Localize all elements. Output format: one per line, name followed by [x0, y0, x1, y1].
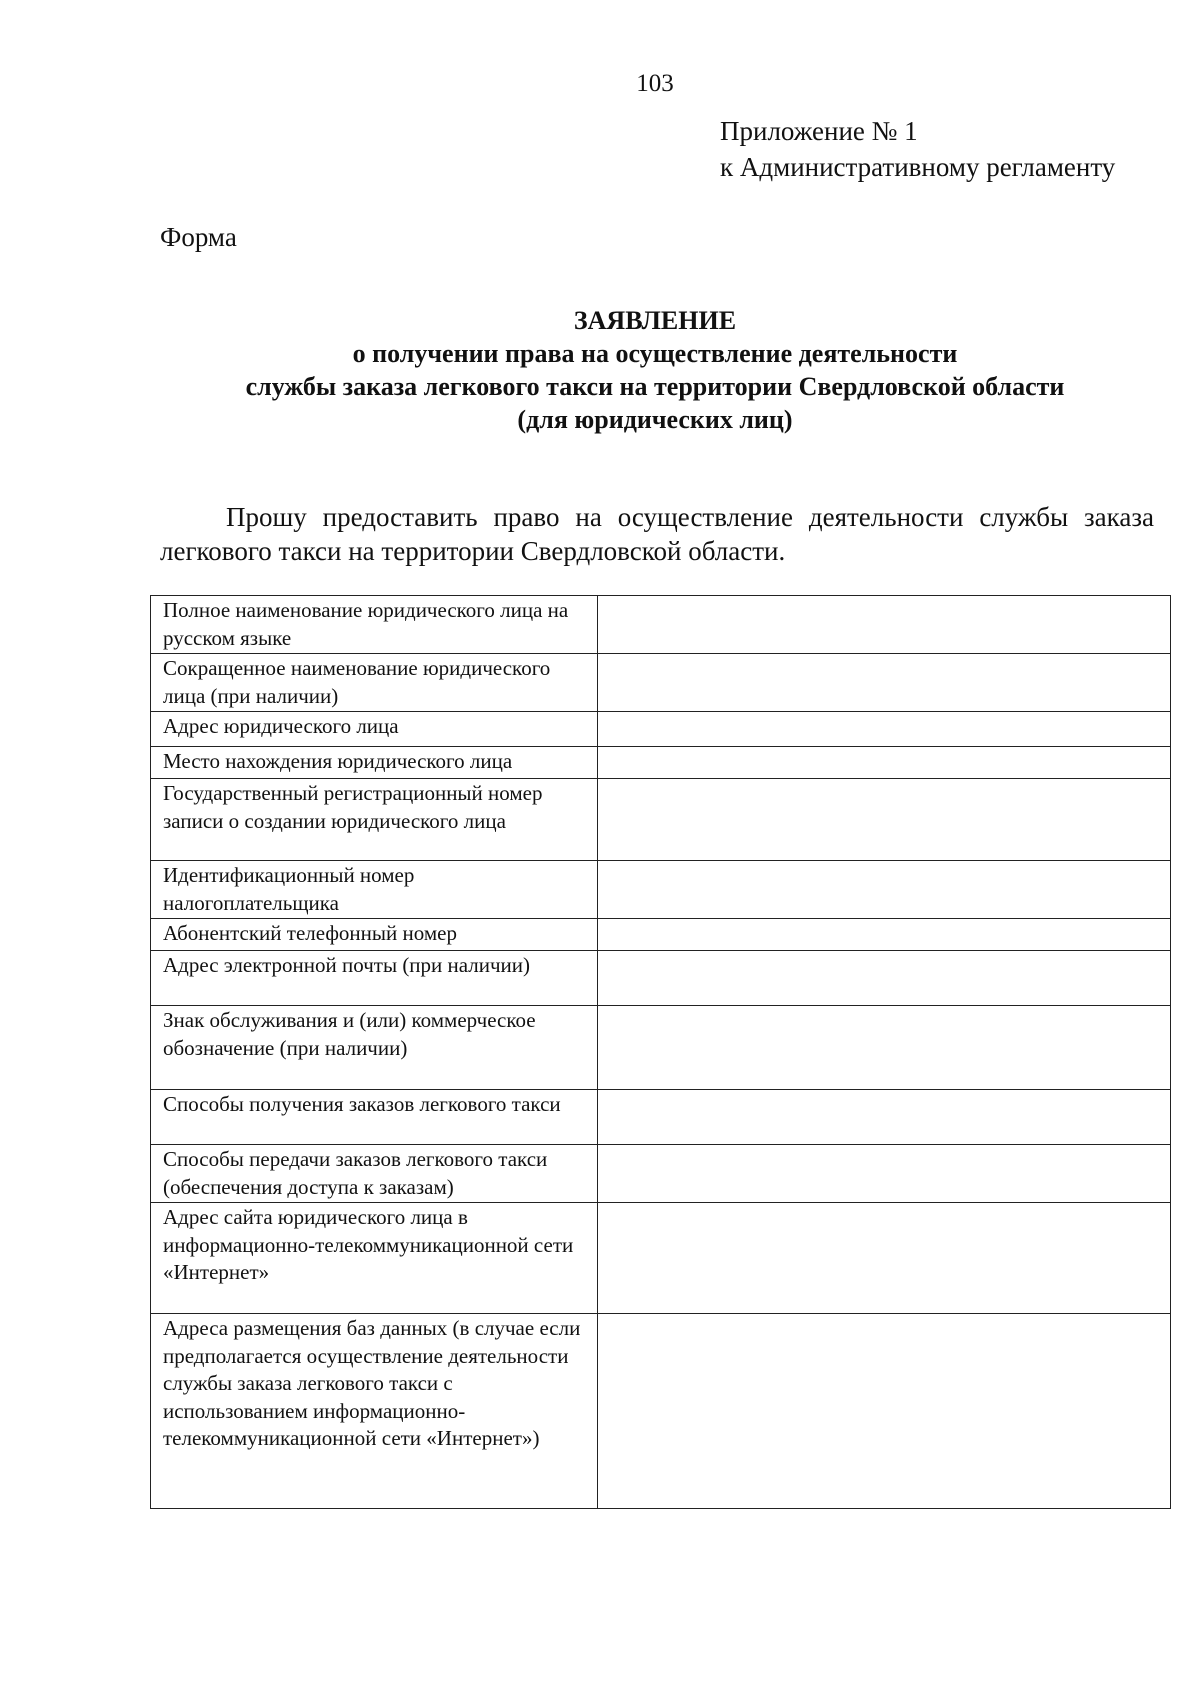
row-value-field[interactable] [598, 712, 1171, 747]
title-heading: ЗАЯВЛЕНИЕ [573, 306, 737, 335]
appendix-line-1: Приложение № 1 [720, 116, 918, 146]
row-value-field[interactable] [598, 654, 1171, 712]
page-number: 103 [636, 70, 674, 97]
row-label: Идентификационный номер налогоплательщика [151, 861, 598, 919]
row-value-field[interactable] [598, 919, 1171, 951]
row-label: Сокращенное наименование юридического лица (при наличии) [151, 654, 598, 712]
row-label: Адрес юридического лица [151, 712, 598, 747]
row-label: Адреса размещения баз данных (в случае если предполагается осуществление деятельности службы заказа легкового такси с использованием информационно-телекоммуникационной сети «Интернет») [151, 1314, 598, 1509]
table-row [151, 654, 1171, 712]
table-row [151, 1314, 1171, 1509]
table-row [151, 779, 1171, 861]
form-label: Форма [160, 222, 237, 252]
row-value-field[interactable] [598, 1314, 1171, 1509]
row-value-field[interactable] [598, 596, 1171, 654]
table-row [151, 861, 1171, 919]
row-value-field[interactable] [598, 1090, 1171, 1145]
row-label: Знак обслуживания и (или) коммерческое обозначение (при наличии) [151, 1006, 598, 1090]
table-row [151, 1203, 1171, 1314]
row-label: Способы передачи заказов легкового такси (обеспечения доступа к заказам) [151, 1145, 598, 1203]
row-label: Способы получения заказов легкового такси [151, 1090, 598, 1145]
row-label: Адрес электронной почты (при наличии) [151, 951, 598, 1006]
row-value-field[interactable] [598, 1145, 1171, 1203]
row-value-field[interactable] [598, 951, 1171, 1006]
title-line-3: (для юридических лиц) [517, 405, 793, 434]
table-row [151, 1145, 1171, 1203]
table-row [151, 919, 1171, 951]
row-value-field[interactable] [598, 747, 1171, 779]
table-row [151, 596, 1171, 654]
row-label: Полное наименование юридического лица на русском языке [151, 596, 598, 654]
table-row [151, 1006, 1171, 1090]
row-value-field[interactable] [598, 779, 1171, 861]
title-line-1: о получении права на осуществление деятельности [352, 339, 958, 368]
table-row [151, 951, 1171, 1006]
application-form-table [150, 595, 1171, 1509]
title-line-2: службы заказа легкового такси на территории Свердловской области [245, 372, 1065, 401]
table-row [151, 1090, 1171, 1145]
row-label: Абонентский телефонный номер [151, 919, 598, 951]
row-value-field[interactable] [598, 1203, 1171, 1314]
appendix-line-2: к Административному регламенту [720, 152, 1116, 182]
table-row [151, 712, 1171, 747]
appendix-reference [720, 113, 1115, 185]
table-row [151, 747, 1171, 779]
row-value-field[interactable] [598, 861, 1171, 919]
intro-paragraph: Прошу предоставить право на осуществление деятельности службы заказа легкового такси на территории Свердловской области. [160, 502, 1154, 566]
row-label: Адрес сайта юридического лица в информационно-телекоммуникационной сети «Интернет» [151, 1203, 598, 1314]
row-value-field[interactable] [598, 1006, 1171, 1090]
document-title [160, 304, 1150, 436]
row-label: Место нахождения юридического лица [151, 747, 598, 779]
row-label: Государственный регистрационный номер записи о создании юридического лица [151, 779, 598, 861]
